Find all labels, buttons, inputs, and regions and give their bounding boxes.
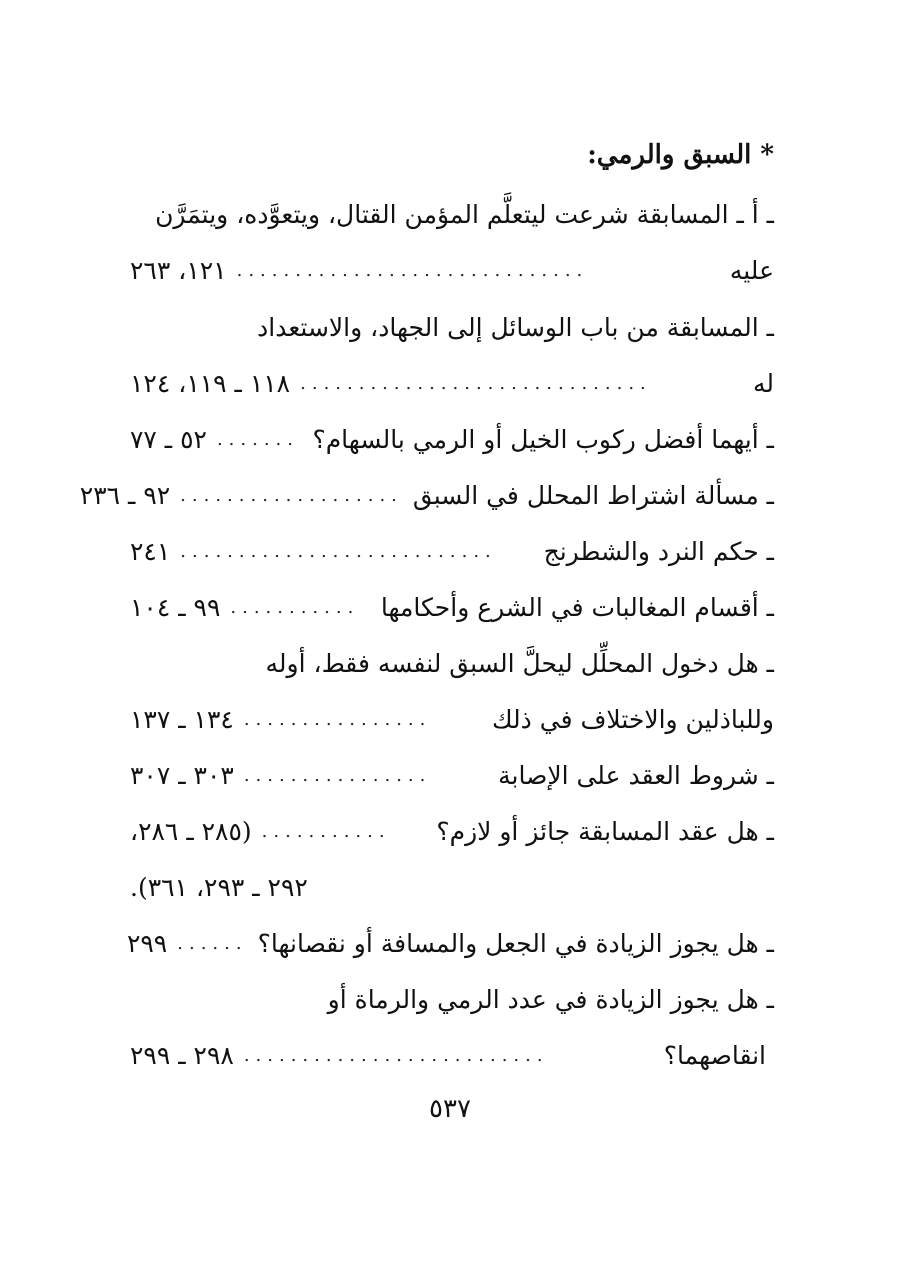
entry-text: ـ هل دخول المحلِّل ليحلَّ السبق لنفسه فقط، أوله: [265, 649, 774, 678]
dot-leader: ...........: [261, 821, 391, 842]
index-entry: [130, 532, 774, 572]
entry-text: ـ حكم النرد والشطرنج: [543, 537, 774, 566]
entry-pages: ١٢١، ٢٦٣: [130, 256, 227, 285]
entry-text: عليه: [729, 256, 774, 285]
entry-pages: (٢٨٥ ـ ٢٨٦،: [130, 817, 252, 846]
entry-text: وللباذلين والاختلاف في ذلك: [491, 705, 774, 734]
index-entry: [126, 924, 774, 964]
dot-leader: ..........................: [243, 1045, 549, 1066]
entry-text: ـ شروط العقد على الإصابة: [498, 761, 774, 790]
index-entry: [130, 195, 774, 235]
page-number: ٥٣٧: [429, 1094, 471, 1124]
entry-text: ـ المسابقة من باب الوسائل إلى الجهاد، والاستعداد: [257, 313, 774, 342]
dot-leader: ...........................: [180, 541, 497, 562]
entry-pages: ٢٩٨ ـ ٢٩٩: [130, 1041, 234, 1070]
index-entry: [130, 700, 774, 740]
entry-pages: ٢٤١: [130, 537, 171, 566]
dot-leader: ......: [177, 933, 248, 954]
dot-leader: ...................: [180, 485, 403, 506]
entry-text: ـ هل يجوز الزيادة في عدد الرمي والرماة أو: [327, 985, 774, 1014]
dot-leader: .......: [216, 429, 299, 450]
entry-text: انقاصهما؟: [663, 1041, 766, 1070]
index-entry: [130, 1036, 774, 1076]
entry-text: ـ أ ـ المسابقة شرعت ليتعلَّم المؤمن القتال، ويتعوَّده، ويتمَرَّن: [155, 200, 774, 229]
entry-text: ـ أيهما أفضل ركوب الخيل أو الرمي بالسهام؟: [312, 425, 774, 454]
index-entry: [130, 644, 774, 684]
entry-text: له: [752, 369, 774, 398]
entry-text: ـ هل يجوز الزيادة في الجعل والمسافة أو نقصانها؟: [257, 929, 774, 958]
dot-leader: ................: [243, 709, 432, 730]
index-entry: [130, 364, 774, 404]
entry-pages: ١٣٤ ـ ١٣٧: [130, 705, 234, 734]
entry-pages: ١١٨ ـ ١١٩، ١٢٤: [130, 369, 291, 398]
index-entry: [130, 420, 774, 460]
index-entry-continuation: [130, 868, 774, 908]
dot-leader: ..............................: [236, 260, 589, 281]
entry-pages: ٩٢ ـ ٢٣٦: [79, 481, 171, 510]
dot-leader: ..............................: [300, 373, 652, 394]
index-entry: [130, 756, 774, 796]
entry-pages: ٢٩٩: [126, 929, 168, 958]
entry-pages: ٩٩ ـ ١٠٤: [130, 593, 221, 622]
entry-pages: ٥٢ ـ ٧٧: [130, 425, 207, 454]
section-heading-text: * السبق والرمي:: [587, 140, 774, 170]
index-entry: [130, 308, 774, 348]
entry-text: ـ هل عقد المسابقة جائز أو لازم؟: [436, 817, 774, 846]
entry-text: ـ مسألة اشتراط المحلل في السبق: [412, 481, 774, 510]
entry-pages: ٣٠٣ ـ ٣٠٧: [130, 761, 234, 790]
index-entry: [130, 588, 774, 628]
index-entry: [79, 476, 774, 516]
section-heading: [130, 135, 774, 175]
dot-leader: ...........: [230, 597, 360, 618]
entry-text: ٢٩٢ ـ ٢٩٣، ٣٦١).: [130, 873, 308, 902]
index-entry: [130, 812, 774, 852]
entry-text: ـ أقسام المغالبات في الشرع وأحكامها: [380, 593, 774, 622]
index-entry: [130, 251, 774, 291]
dot-leader: ................: [243, 765, 432, 786]
index-entry: [130, 980, 774, 1020]
